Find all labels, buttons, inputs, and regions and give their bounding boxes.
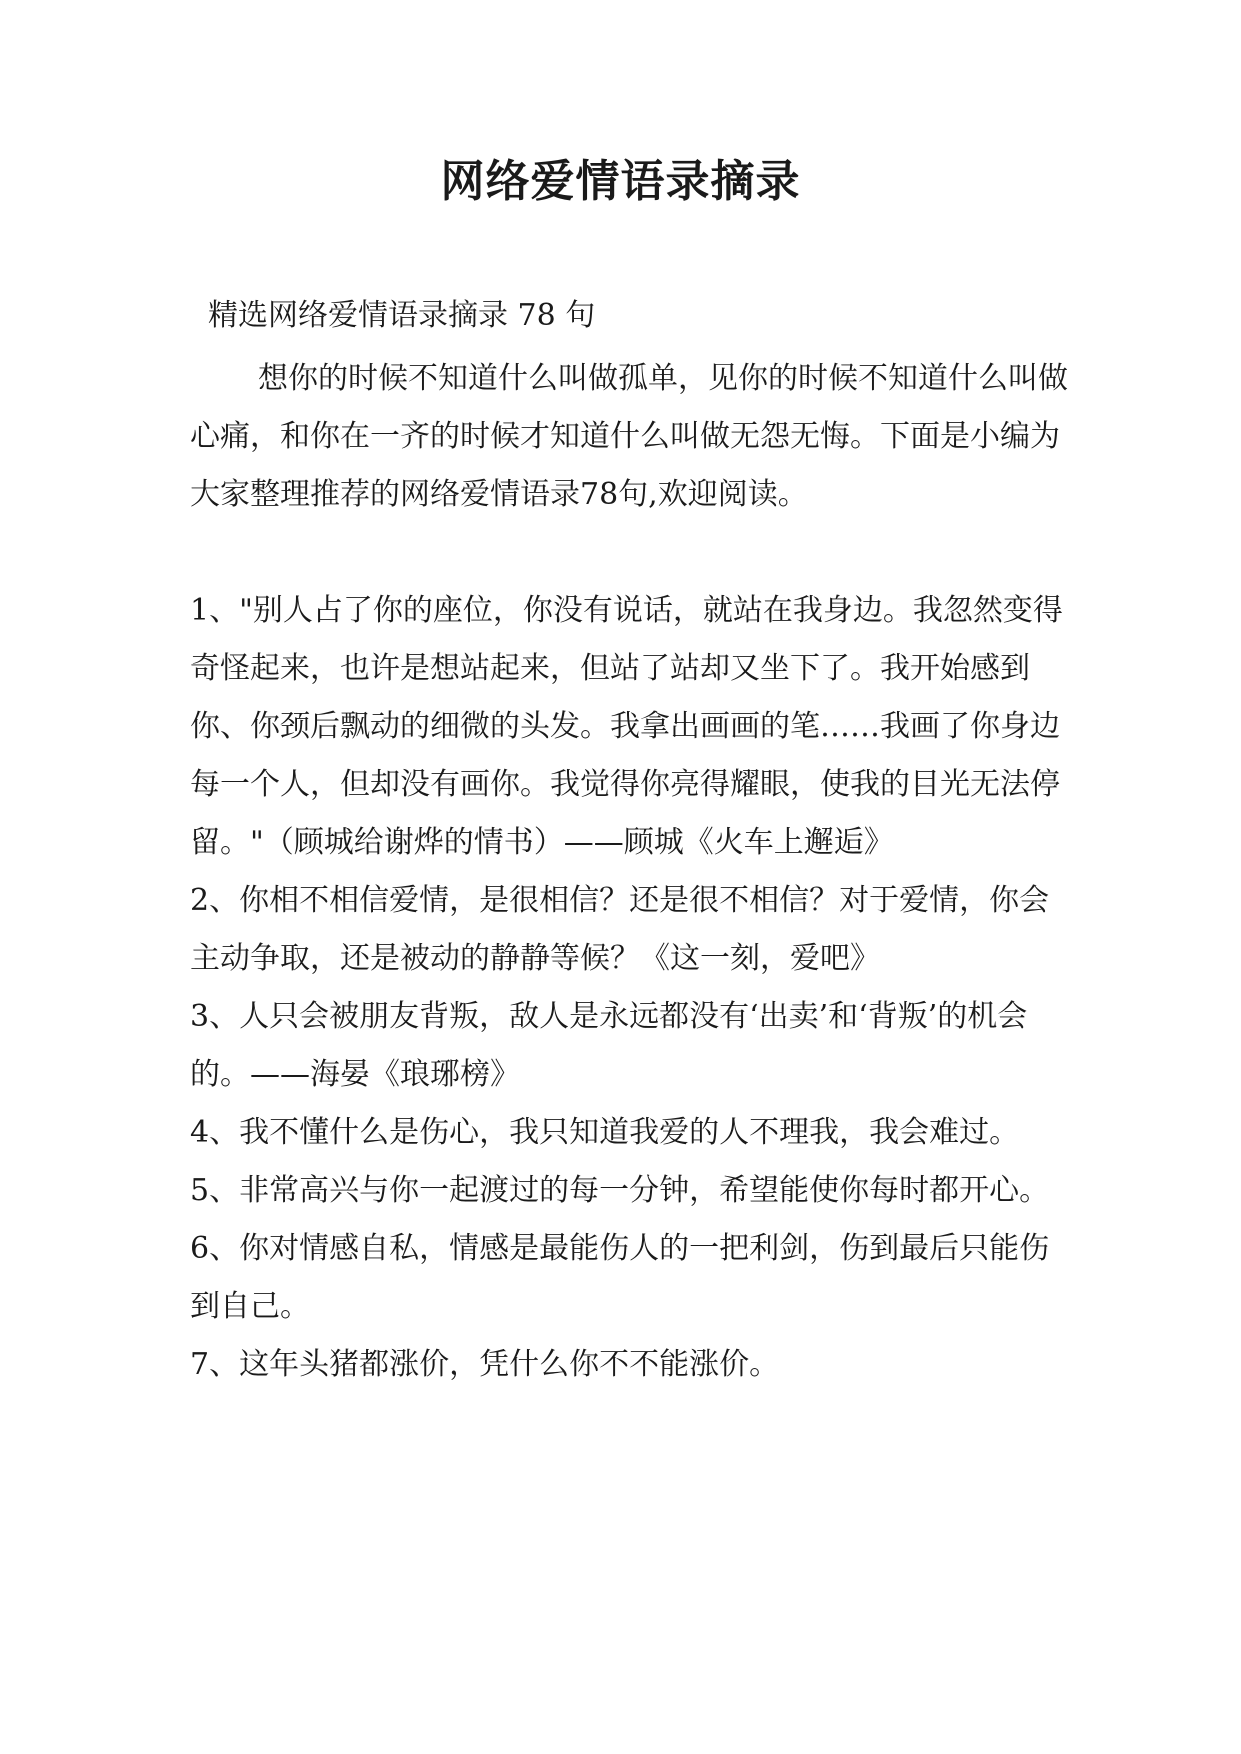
list-item: 1、"别人占了你的座位，你没有说话，就站在我身边。我忽然变得奇怪起来，也许是想站起来，但站了站却又坐下了。我开始感到你、你颈后飘动的细微的头发。我拿出画画的笔……我画了你身边每一个人，但却没有画你。我觉得你亮得耀眼，使我的目光无法停留。"（顾城给谢烨的情书）——顾城《火车上邂逅》 [190,593,1063,860]
list-item: 6、你对情感自私，情感是最能伤人的一把利剑，伤到最后只能伤到自己。 [190,1231,1050,1324]
list-item: 3、人只会被朋友背叛，敌人是永远都没有‘出卖’和‘背叛’的机会的。——海晏《琅琊榜》 [190,999,1028,1092]
document-subtitle: 精选网络爱情语录摘录 78 句 [208,298,596,333]
list-item: 5、非常高兴与你一起渡过的每一分钟，希望能使你每时都开心。 [190,1173,1050,1208]
list-item: 4、我不懂什么是伤心，我只知道我爱的人不理我，我会难过。 [190,1115,1020,1150]
quote-list [190,582,1075,1394]
list-item: 7、这年头猪都涨价，凭什么你不不能涨价。 [190,1347,780,1382]
document-title: 网络爱情语录摘录 [440,156,801,207]
list-item: 2、你相不相信爱情，是很相信？还是很不相信？对于爱情，你会主动争取，还是被动的静静等候？《这一刻，爱吧》 [190,883,1050,976]
intro-paragraph: 想你的时候不知道什么叫做孤单，见你的时候不知道什么叫做心痛，和你在一齐的时候才知道什么叫做无怨无悔。下面是小编为大家整理推荐的网络爱情语录78句,欢迎阅读。 [190,361,1068,512]
